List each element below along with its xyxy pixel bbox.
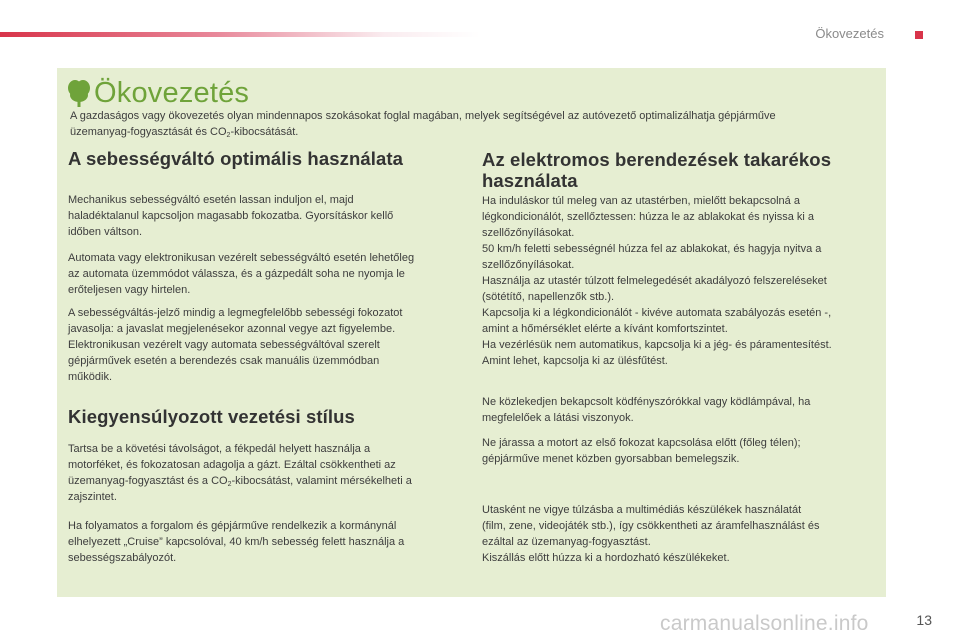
text-line: szellőzőnyílásokat. bbox=[482, 227, 575, 239]
heading-balanced-driving: Kiegyensúlyozott vezetési stílus bbox=[68, 406, 355, 427]
text-line: erőteljesen vagy hirtelen. bbox=[68, 284, 191, 296]
text-line: szellőzőnyílásokat. bbox=[482, 259, 575, 271]
co2-post: -kibocsátást, valamint mérsékelheti a bbox=[231, 475, 412, 487]
text-line: Ha induláskor túl meleg van az utastérben, mielőtt bekapcsolná a bbox=[482, 195, 800, 207]
left-paragraph-2 bbox=[68, 250, 468, 298]
section-heading bbox=[66, 76, 249, 110]
text-line: megfelelőek a látási viszonyok. bbox=[482, 412, 634, 424]
intro-line-2-post: -kibocsátását. bbox=[230, 126, 299, 138]
heading-gearbox: A sebességváltó optimális használata bbox=[68, 148, 404, 169]
text-line: (film, zene, videojáték stb.), így csökkentheti az áramfelhasználást és bbox=[482, 520, 820, 532]
text-line: légkondicionálót, szellőztessen: húzza le az ablakokat és nyissa ki a bbox=[482, 211, 815, 223]
text-line bbox=[68, 473, 468, 489]
text-line: működik. bbox=[68, 371, 113, 383]
header-section-name: Ökovezetés bbox=[815, 26, 884, 41]
intro-co2-subscript: 2 bbox=[226, 132, 231, 139]
watermark: carmanualsonline.info bbox=[660, 612, 869, 635]
heading-line: Az elektromos berendezések takarékos bbox=[482, 149, 832, 170]
text-line: Automata vagy elektronikusan vezérelt sebességváltó esetén lehetőleg bbox=[68, 252, 415, 264]
text-line: zajszintet. bbox=[68, 491, 117, 503]
intro-line-2-pre: üzemanyag-fogyasztását és CO bbox=[70, 126, 227, 138]
intro-line-1: A gazdaságos vagy ökovezetés olyan mindennapos szokásokat foglal magában, melyek segítségével az autóvezető optimalizálhatja gépjárműve bbox=[70, 110, 776, 122]
text-line: Kiszállás előtt húzza ki a hordozható készülékeket. bbox=[482, 552, 730, 564]
text-line: sebességszabályozót. bbox=[68, 552, 177, 564]
right-paragraph-2 bbox=[482, 394, 882, 426]
text-line: gépjárművek esetén a berendezés csak manuális üzemmódban bbox=[68, 355, 380, 367]
text-line: Kapcsolja ki a légkondicionálót - kivéve automata szabályozás esetén -, bbox=[482, 307, 832, 319]
text-line: Utasként ne vigye túlzásba a multimédiás készülékek használatát bbox=[482, 504, 802, 516]
text-line: 50 km/h feletti sebességnél húzza fel az ablakokat, és hagyja nyitva a bbox=[482, 243, 822, 255]
right-paragraph-4 bbox=[482, 502, 882, 566]
text-line: Ha folyamatos a forgalom és gépjárműve rendelkezik a kormánynál bbox=[68, 520, 397, 532]
text-line: javasolja: a javaslat megjelenésekor azonnal vegye azt figyelembe. bbox=[68, 323, 396, 335]
left-paragraph-5 bbox=[68, 518, 468, 566]
page-number: 13 bbox=[916, 612, 932, 628]
text-line: haladéktalanul kapcsoljon magasabb fokozatba. Gyorsításkor kellő bbox=[68, 210, 394, 222]
right-paragraph-3 bbox=[482, 435, 882, 467]
heading-line: használata bbox=[482, 170, 578, 191]
text-line: Ne járassa a motort az első fokozat kapcsolása előtt (főleg télen); bbox=[482, 437, 801, 449]
leaf-icon bbox=[66, 78, 92, 108]
text-line: gépjárműve menet közben gyorsabban bemelegszik. bbox=[482, 453, 740, 465]
co2-pre: üzemanyag-fogyasztást és a CO bbox=[68, 475, 228, 487]
section-title: Ökovezetés bbox=[94, 76, 250, 109]
text-line: Ha vezérlésük nem automatikus, kapcsolja ki a jég- és páramentesítést. bbox=[482, 339, 832, 351]
text-line: Használja az utastér túlzott felmelegedését akadályozó felszereléseket bbox=[482, 275, 827, 287]
text-line: Ne közlekedjen bekapcsolt ködfényszórókkal vagy ködlámpával, ha bbox=[482, 396, 811, 408]
text-line: ezáltal az üzemanyag-fogyasztást. bbox=[482, 536, 651, 548]
text-line: motorféket, és fokozatosan adagolja a gázt. Ezáltal csökkentheti az bbox=[68, 459, 396, 471]
text-line: elhelyezett „Cruise” kapcsolóval, 40 km/h sebesség felett használja a bbox=[68, 536, 405, 548]
text-line: időben váltson. bbox=[68, 226, 142, 238]
right-paragraph-1 bbox=[482, 193, 882, 369]
header-accent-bar bbox=[0, 32, 480, 37]
text-line: A sebességváltás-jelző mindig a legmegfelelőbb sebességi fokozatot bbox=[68, 307, 403, 319]
left-paragraph-3 bbox=[68, 305, 468, 385]
header-red-square bbox=[915, 31, 923, 39]
text-line: az automata üzemmódot válassza, és a gázpedált soha ne nyomja le bbox=[68, 268, 405, 280]
left-paragraph-4 bbox=[68, 441, 468, 505]
co2-subscript: 2 bbox=[227, 481, 232, 488]
heading-electric-devices bbox=[482, 149, 831, 191]
text-line: Amint lehet, kapcsolja ki az ülésfűtést. bbox=[482, 355, 668, 367]
intro-paragraph bbox=[70, 108, 870, 140]
text-line: Elektronikusan vezérelt vagy automata sebességváltóval szerelt bbox=[68, 339, 380, 351]
left-paragraph-1 bbox=[68, 192, 468, 240]
text-line: Mechanikus sebességváltó esetén lassan induljon el, majd bbox=[68, 194, 354, 206]
text-line: (sötétítő, napellenzők stb.). bbox=[482, 291, 615, 303]
text-line: Tartsa be a követési távolságot, a fékpedál helyett használja a bbox=[68, 443, 371, 455]
text-line: amint a hőmérséklet elérte a kívánt komfortszintet. bbox=[482, 323, 728, 335]
